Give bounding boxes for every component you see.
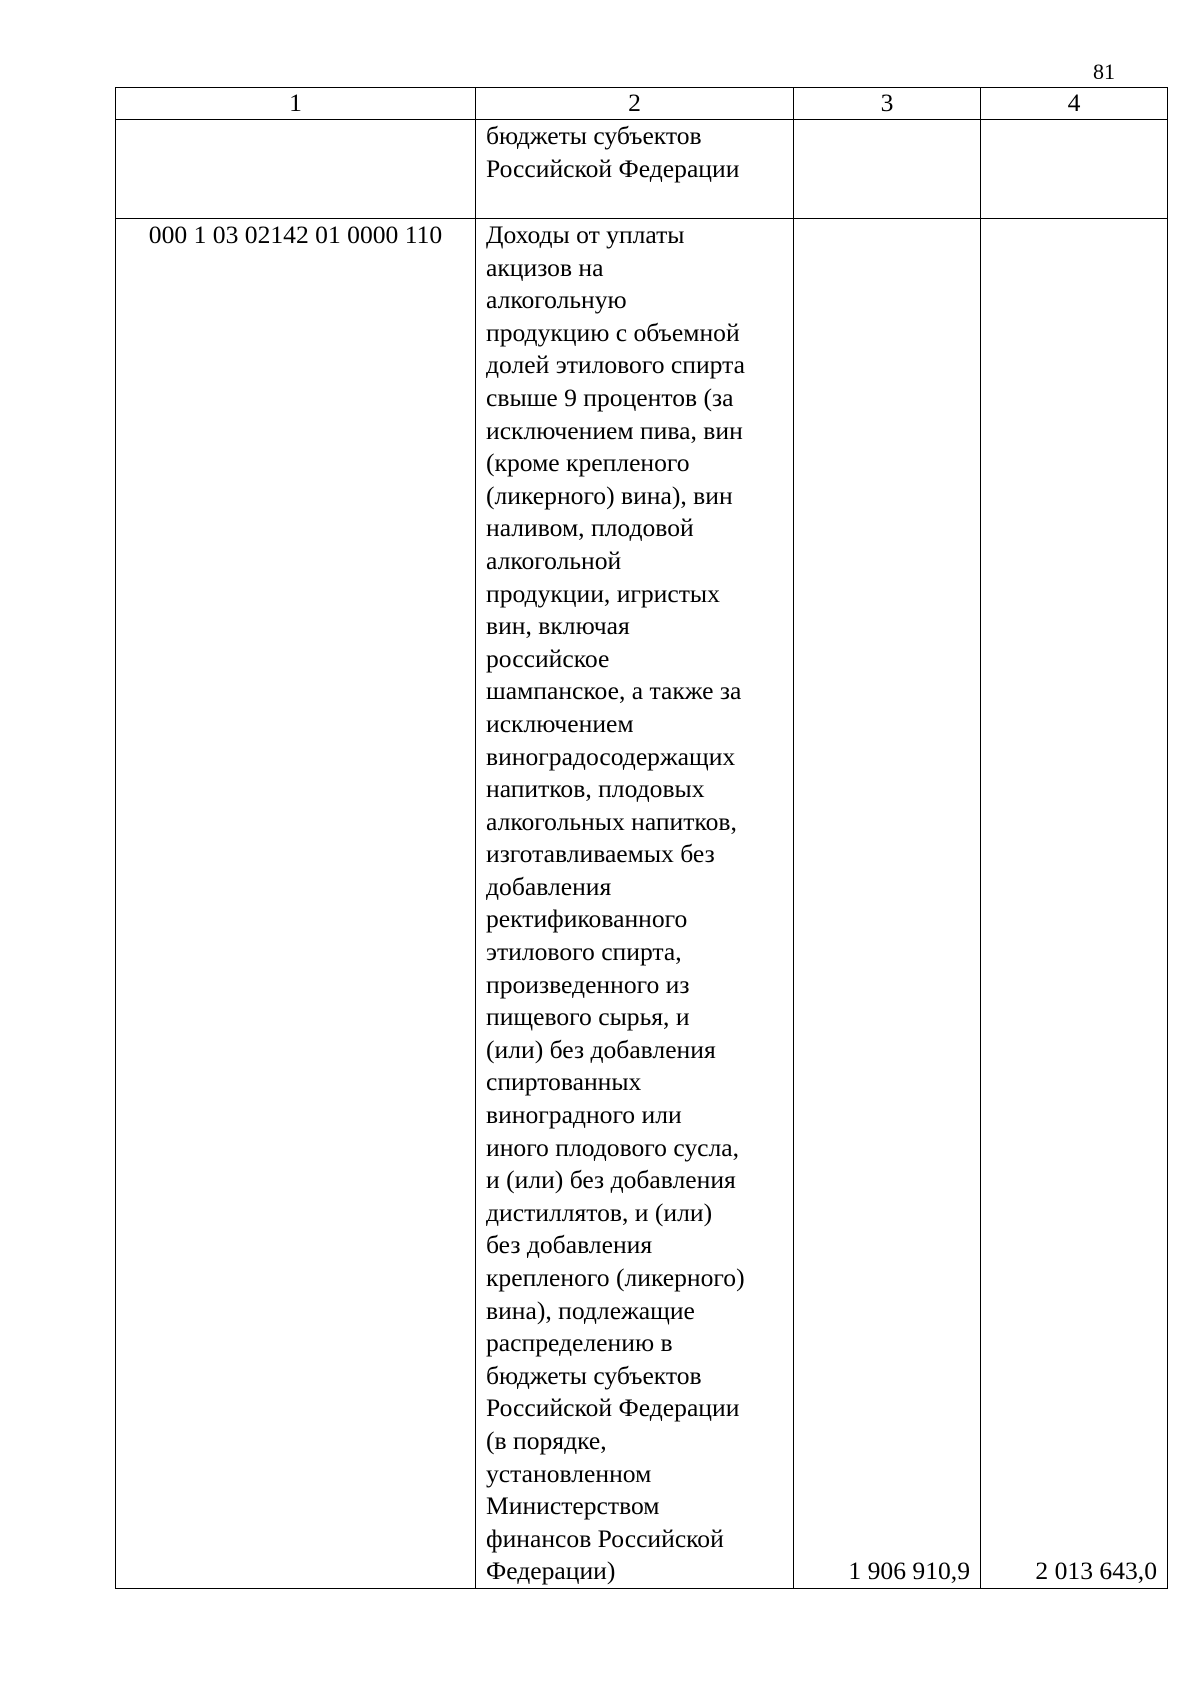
description-line: (в порядке,	[486, 1425, 607, 1455]
description-line: наливом, плодовой	[486, 513, 694, 543]
description-line: шампанское, а также за	[486, 676, 742, 706]
budget-table	[115, 87, 1168, 1589]
description-line: напитков, плодовых	[486, 774, 705, 804]
continuation-description-cell	[476, 120, 794, 219]
description-line: добавления	[486, 871, 612, 901]
description-line: распределению в	[486, 1328, 673, 1358]
description-line: продукции, игристых	[486, 578, 720, 608]
value-cell-4: 2 013 643,0	[981, 219, 1168, 1589]
description-line: иного плодового сусла,	[486, 1132, 740, 1162]
description-line: исключением	[486, 708, 634, 738]
description-line: бюджеты субъектов	[486, 121, 702, 150]
description-line: вина), подлежащие	[486, 1295, 695, 1325]
income-description-cell	[476, 219, 794, 1589]
description-line: российское	[486, 643, 610, 673]
description-line: вин, включая	[486, 611, 630, 641]
description-line: Доходы от уплаты	[486, 220, 685, 249]
description-line: исключением пива, вин	[486, 415, 743, 445]
continuation-value-cell-3	[794, 120, 981, 219]
header-cell-4: 4	[981, 88, 1168, 120]
description-line: (или) без добавления	[486, 1034, 716, 1064]
description-line: произведенного из	[486, 969, 690, 999]
description-line: крепленого (ликерного)	[486, 1263, 745, 1292]
description-line: (кроме крепленого	[486, 448, 690, 478]
description-line: продукцию с объемной	[486, 317, 740, 347]
header-cell-2: 2	[476, 88, 794, 120]
table-row-main	[116, 219, 1168, 1589]
description-line: и (или) без добавления	[486, 1165, 736, 1195]
description-line: ректификованного	[486, 904, 688, 934]
description-line: алкогольной	[486, 545, 622, 575]
value-cell-3: 1 906 910,9	[794, 219, 981, 1589]
description-line: акцизов на	[486, 252, 604, 282]
description-line: виноградосодержащих	[486, 741, 736, 771]
continuation-code-cell	[116, 120, 476, 219]
description-line: алкогольных напитков,	[486, 806, 737, 836]
description-line: Федерации)	[486, 1556, 616, 1586]
description-line: пищевого сырья, и	[486, 1002, 690, 1032]
description-line: алкогольную	[486, 285, 627, 315]
description-line: финансов Российской	[486, 1523, 724, 1553]
description-line: Российской Федерации	[486, 1393, 740, 1423]
header-cell-1: 1	[116, 88, 476, 120]
description-line: виноградного или	[486, 1100, 682, 1130]
description-line: дистиллятов, и (или)	[486, 1197, 713, 1227]
continuation-value-cell-4	[981, 120, 1168, 219]
header-cell-3: 3	[794, 88, 981, 120]
description-line: установленном	[486, 1458, 652, 1488]
table-row-continuation	[116, 120, 1168, 219]
description-line: бюджеты субъектов	[486, 1360, 702, 1390]
description-line: без добавления	[486, 1230, 653, 1260]
description-line: Российской Федерации	[486, 153, 740, 183]
description-line: свыше 9 процентов (за	[486, 382, 734, 412]
page-number: 81	[1093, 59, 1115, 84]
description-line: (ликерного) вина), вин	[486, 480, 733, 510]
income-code-cell: 000 1 03 02142 01 0000 110	[116, 219, 476, 1589]
table-header-row	[116, 88, 1168, 120]
description-line: Министерством	[486, 1491, 660, 1521]
description-line: долей этилового спирта	[486, 350, 745, 380]
description-line: изготавливаемых без	[486, 839, 715, 869]
description-line: этилового спирта,	[486, 937, 682, 967]
description-line: спиртованных	[486, 1067, 642, 1097]
